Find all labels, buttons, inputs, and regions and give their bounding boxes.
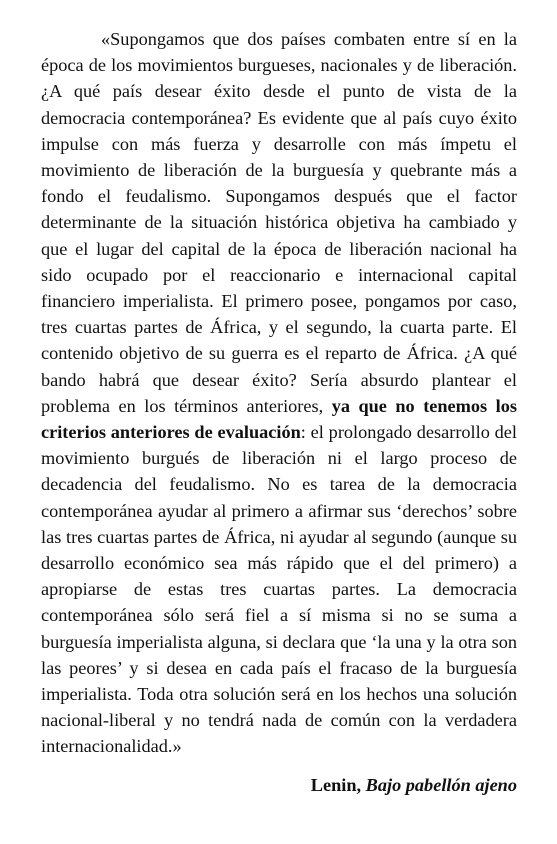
quote-text-part1: «Supongamos que dos países combaten entre sí en la época de los movimientos burgueses, nacionales y de liberación. ¿A qué país desear éxito desde el punto de vista de la democracia contemporánea? Es evidente que al país cuyo éxito impulse con más fuerza y desarrolle con más ímpetu el movimiento de liberación de la burguesía y quebrante más a fondo el feudalismo. Supongamos después que el factor determinante de la situación histórica objetiva ha cambiado y que el lugar del capital de la época de liberación nacional ha sido ocupado por el reaccionario e internacional capital financiero imperialista. El primero posee, pongamos por caso, tres cuartas partes de África, y el segundo, la cuarta parte. El contenido objetivo de su guerra es el reparto de África. ¿A qué bando habrá que desear éxito? Sería absurdo plantear el problema en los términos anteriores, — [41, 29, 517, 416]
quote-text-part2: : el prolongado desarrollo del movimiento burgués de liberación ni el largo proceso de decadencia del feudalismo. No es tarea de la democracia contemporánea ayudar al primero a afirmar sus ‘derechos’ sobre las tres cuartas partes de África, ni ayudar al segundo (aunque su desarrollo económico sea más rápido que el del primero) a apropiarse de estas tres cuartas partes. La democracia contemporánea sólo será fiel a sí misma si no se suma a burguesía imperialista alguna, si declara que ‘la una y la otra son las peores’ y si desea en cada país el fracaso de la burguesía imperialista. Toda otra solución será en los hechos una solución nacional-liberal y no tendrá nada de común con la verdadera internacionalidad.» — [41, 422, 517, 757]
attribution-author: Lenin, — [310, 774, 362, 795]
quote-bold-emphasis: ya que no tenemos los criterios anteriores de evaluación — [41, 395, 517, 443]
quote-paragraph — [41, 26, 517, 760]
attribution — [41, 772, 517, 798]
attribution-work-title: Bajo pabellón ajeno — [365, 774, 517, 795]
document-page — [41, 26, 517, 798]
